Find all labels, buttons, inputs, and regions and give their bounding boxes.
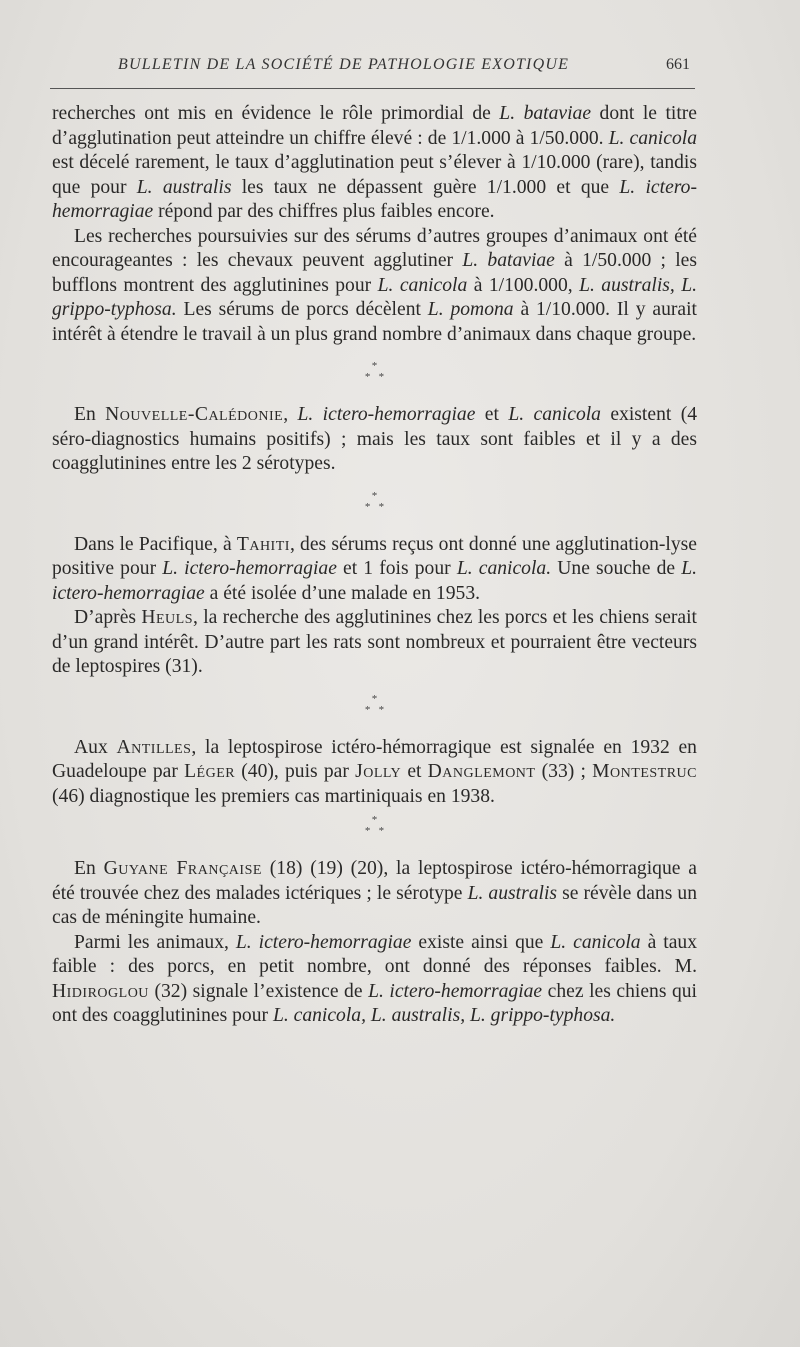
page-number: 661	[666, 56, 690, 73]
paragraph: D’après Heuls, la recherche des agglutinines chez les porcs et les chiens serait d’un grand intérêt. D’autre part les rats sont nombreux et pourraient être vecteurs de leptospires (31).	[52, 607, 697, 677]
section-separator: * * *	[364, 489, 385, 513]
paragraph: Les recherches poursuivies sur des sérums d’autres groupes d’animaux ont été encourageantes : les chevaux peuvent agglutiner L. bataviae à 1/50.000 ; les bufflons montrent des agglutinines pour L. canicola à 1/100.000, L. australis, L. grippo-typhosa. Les sérums de porcs décèlent L. pomona à 1/10.000. Il y aurait intérêt à étendre le travail à un plus grand nombre d’animaux dans chaque groupe.	[52, 225, 698, 345]
paragraph: recherches ont mis en évidence le rôle primordial de L. bataviae dont le titre d’agglutination peut atteindre un chiffre élevé : de 1/1.000 à 1/50.000. L. canicola est décelé rarement, le taux d’agglutination peut s’élever à 1/10.000 (rare), tandis que pour L. australis les taux ne dépassent guère 1/1.000 et que L. ictero-hemorragiae répond par des chiffres plus faibles encore.	[52, 103, 697, 222]
section-separator: * * *	[364, 814, 385, 837]
article-body	[52, 102, 697, 1029]
paragraph: Aux Antilles, la leptospirose ictéro-hémorragique est signalée en 1932 en Guadeloupe par Léger (40), puis par Jolly et Danglemont (33) ; Montestruc (46) diagnostique les premiers cas martiniquais en 1938.	[52, 736, 697, 807]
paragraph: En Guyane Française (18) (19) (20), la leptospirose ictéro-hémorragique a été trouvée chez des malades ictériques ; le sérotype L. australis se révèle dans un cas de méningite humaine.	[52, 858, 697, 928]
section-separator: * * *	[364, 360, 385, 383]
paragraph: Parmi les animaux, L. ictero-hemorragiae existe ainsi que L. canicola à taux faible : des porcs, en petit nombre, ont donné des réponses faibles. M. Hidiroglou (32) signale l’existence de L. ictero-hemorragiae chez les chiens qui ont des coagglutinines pour L. canicola, L. australis, L. grippo-typhosa.	[52, 931, 698, 1026]
header-rule	[50, 88, 695, 89]
paragraph: En Nouvelle-Calédonie, L. ictero-hemorragiae et L. canicola existent (4 séro-diagnostics humains positifs) ; mais les taux sont faibles et il y a des coagglutinines entre les 2 sérotypes.	[52, 404, 698, 474]
section-separator: * * *	[364, 692, 385, 716]
running-header	[0, 56, 800, 86]
journal-title: BULLETIN DE LA SOCIÉTÉ DE PATHOLOGIE EXOTIQUE	[118, 56, 570, 73]
paragraph: Dans le Pacifique, à Tahiti, des sérums reçus ont donné une agglutination-lyse positive pour L. ictero-hemorragiae et 1 fois pour L. canicola. Une souche de L. ictero-hemorragiae a été isolée d’une malade en 1953.	[52, 533, 697, 604]
